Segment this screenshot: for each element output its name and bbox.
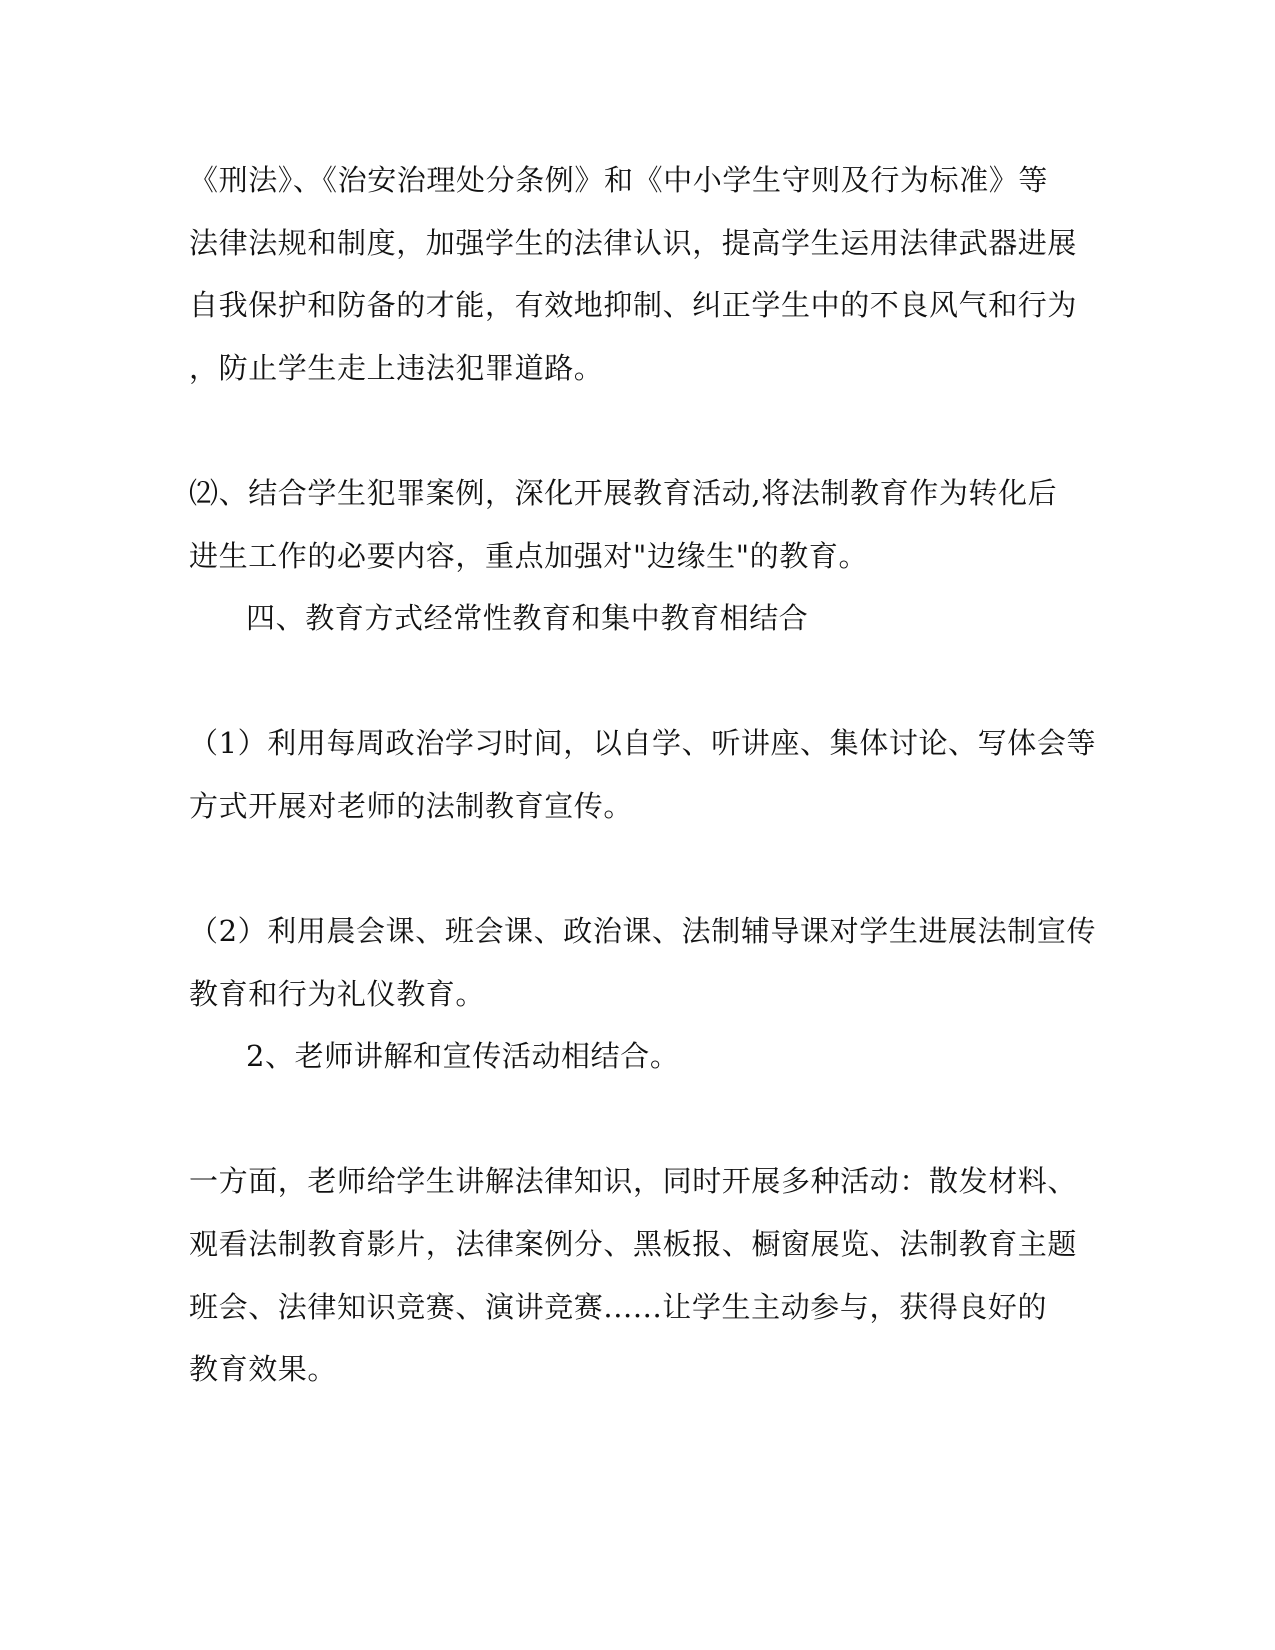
- text-line: （2）利用晨会课、班会课、政治课、法制辅导课对学生进展法制宣传: [189, 914, 1097, 948]
- text-line: 《刑法》、《治安治理处分条例》和《中小学生守则及行为标准》等: [189, 163, 1049, 197]
- text-line: 教育和行为礼仪教育。: [189, 977, 486, 1011]
- text-line: ，防止学生走上违法犯罪道路。: [189, 351, 604, 385]
- text-line: 法律法规和制度，加强学生的法律认识，提高学生运用法律武器进展: [189, 226, 1078, 260]
- text-line: 观看法制教育影片，法律案例分、黑板报、橱窗展览、法制教育主题: [189, 1227, 1078, 1261]
- text-line: 方式开展对老师的法制教育宣传。: [189, 789, 634, 823]
- section-heading: 四、教育方式经常性教育和集中教育相结合: [246, 601, 809, 635]
- text-line: 进生工作的必要内容，重点加强对"边缘生"的教育。: [189, 539, 869, 573]
- text-line: 教育效果。: [189, 1352, 338, 1386]
- text-line: （1）利用每周政治学习时间，以自学、听讲座、集体讨论、写体会等: [189, 726, 1097, 760]
- section-heading: 2、老师讲解和宣传活动相结合。: [246, 1039, 680, 1073]
- text-line: 班会、法律知识竞赛、演讲竞赛......让学生主动参与，获得良好的: [189, 1290, 1048, 1324]
- text-line: 自我保护和防备的才能，有效地抑制、纠正学生中的不良风气和行为: [189, 288, 1078, 322]
- text-line: ⑵、结合学生犯罪案例，深化开展教育活动,将法制教育作为转化后: [189, 476, 1058, 510]
- text-line: 一方面，老师给学生讲解法律知识，同时开展多种活动：散发材料、: [189, 1164, 1078, 1198]
